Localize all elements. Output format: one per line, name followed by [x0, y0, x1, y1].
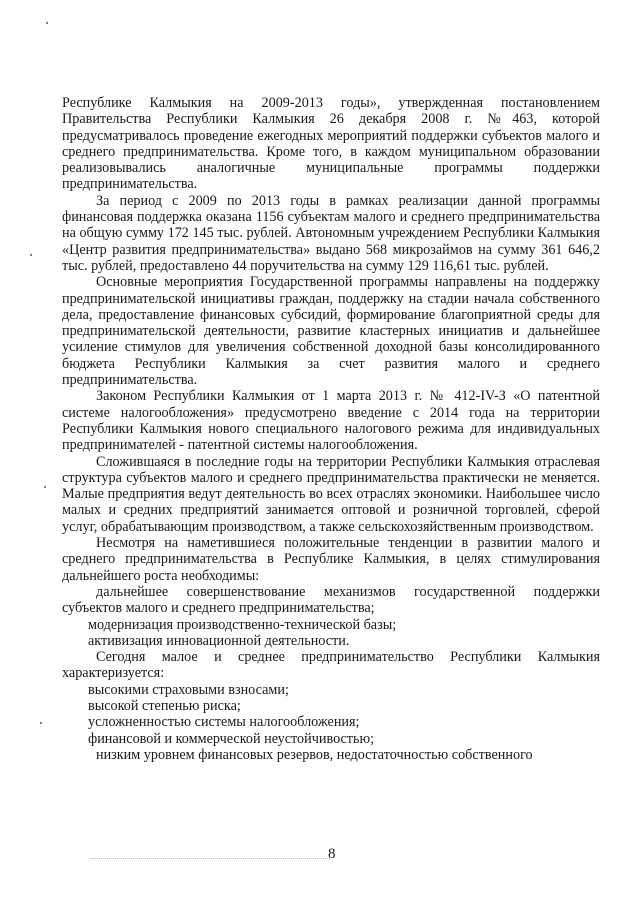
- scan-speck: [40, 722, 42, 724]
- list-item-tax-complexity: усложненностью системы налогообложения;: [88, 714, 360, 731]
- scan-speck: [44, 486, 46, 488]
- list-item-modernization: модернизация производственно-технической базы;: [88, 616, 397, 633]
- paragraph-patent-law: Законом Республики Калмыкия от 1 марта 2013 г. № 412-IV-З «О патентной системе налогообложения» предусмотрено введение с 2014 года на территории Республики Калмыкия нового специального налогового режима для индивидуальных предпринимателей - патентной системы налогообложения.: [62, 388, 600, 454]
- document-body: [62, 95, 600, 763]
- paragraph-characteristics: Сегодня малое и среднее предпринимательство Республики Калмыкия характеризуется:: [62, 649, 600, 682]
- list-item-improvement: дальнейшее совершенствование механизмов государственной поддержки субъектов малого и среднего предпринимательства;: [62, 583, 600, 617]
- list-item-reserves: низким уровнем финансовых резервов, недостаточностью собственного: [96, 746, 533, 763]
- list-item-instability: финансовой и коммерческой неустойчивостью;: [88, 730, 375, 747]
- paragraph-growth-needs: Несмотря на наметившиеся положительные тенденции в развитии малого и среднего предпринимательства в Республике Калмыкия, в целях стимулирования дальнейшего роста необходимы:: [62, 535, 600, 584]
- list-item-risk: высокой степенью риска;: [88, 697, 241, 714]
- scan-speck: [30, 254, 32, 256]
- page-number: 8: [328, 846, 336, 862]
- list-item-insurance: высокими страховыми взносами;: [88, 681, 289, 698]
- paragraph-program-support: За период с 2009 по 2013 годы в рамках реализации данной программы финансовая поддержка оказана 1156 субъектам малого и среднего предпринимательства на общую сумму 172 145 тыс. рублей. Автономным учреждением Республики Калмыкия «Центр развития предпринимательства» выдано 568 микрозаймов на сумму 361 646,2 тыс. рублей, предоставлено 44 поручительства на сумму 129 116,61 тыс. рублей.: [62, 192, 600, 274]
- paragraph-continuation: Республике Калмыкия на 2009-2013 годы», утвержденная постановлением Правительства Республики Калмыкия 26 декабря 2008 г. №463, которой предусматривалось проведение ежегодных мероприятий поддержки субъектов малого и среднего предпринимательства. Кроме того, в каждом муниципальном образовании реализовывались аналогичные муниципальные программы поддержки предпринимательства.: [62, 95, 600, 193]
- scan-speck: [46, 22, 48, 24]
- paragraph-sector-structure: Сложившаяся в последние годы на территории Республики Калмыкия отраслевая структура субъектов малого и среднего предпринимательства практически не меняется. Малые предприятия ведут деятельность во всех отраслях экономики. Наибольшее число малых и средних предприятий занимается оптовой и розничной торговлей, сферой услуг, обрабатывающим производством, а также сельскохозяйственным производством.: [62, 453, 600, 535]
- footer-rule: [90, 858, 330, 859]
- paragraph-main-measures: Основные мероприятия Государственной программы направлены на поддержку предпринимательской инициативы граждан, поддержку на стадии начала собственного дела, предоставление финансовых субсидий, формирование благоприятной среды для предпринимательской деятельности, развитие кластерных инициатив и дальнейшее усиление стимулов для увеличения собственной доходной базы консолидированного бюджета Республики Калмыкия за счет развития малого и среднего предпринимательства.: [62, 274, 600, 389]
- list-item-innovation: активизация инновационной деятельности.: [88, 632, 350, 649]
